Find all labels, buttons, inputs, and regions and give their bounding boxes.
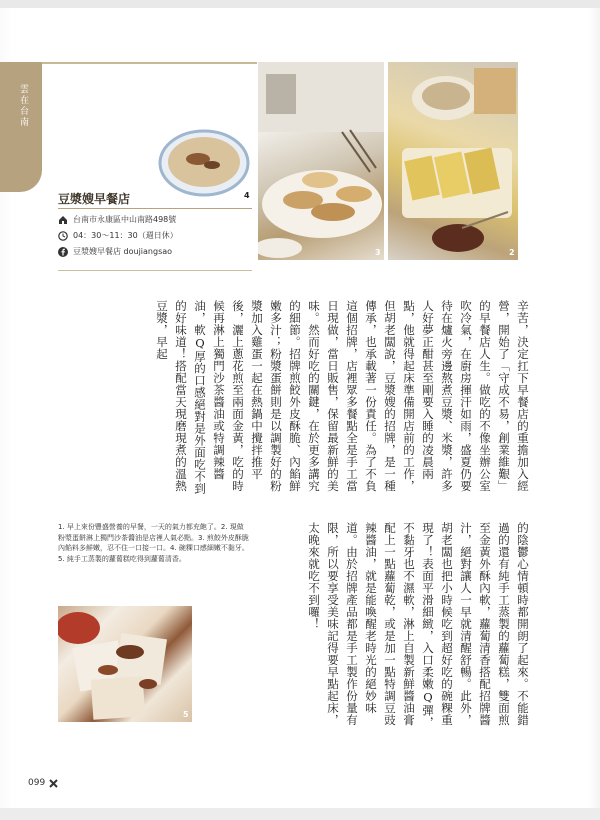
egg-pancake-illustration [388, 62, 518, 260]
article-body-bottom: 的陰鬱心情頓時都開朗了起來。不能錯過的還有純手工蒸製的蘿蔔糕，雙面煎至金黃外酥內軟，蘿蔔清香搭配招牌醬汁，絕對讓人一早就清醒舒暢。此外，胡老闆也把小時候吃到超好吃的碗粿重現了！表面平滑細緻，入口柔嫩Q彈，不黏牙也不濕軟，淋上自製新鮮醬油膏配上一點蘿蔔乾，或是加一點特調豆豉辣醬油，就是能喚醒老時光的絕妙味道。由於招牌產品都是手工製作份量有限，所以要享受美味記得要早點起床，太晚來就吃不到囉！ [307, 522, 530, 729]
shop-facebook: 豆漿嫂早餐店 doujiangsao [73, 247, 173, 256]
photo-turnip-cake [58, 606, 192, 722]
scan-bottom-band [0, 808, 600, 820]
turnip-cake-illustration [58, 606, 192, 722]
shop-hours: 04：30～11：30（週日休） [73, 231, 178, 240]
shop-address: 台南市永康區中山南路498號 [73, 215, 177, 224]
photo-dumplings [258, 62, 384, 260]
shop-name: 豆漿嫂早餐店 [58, 192, 131, 206]
shop-hours-row [58, 230, 178, 241]
scan-top-band [0, 0, 600, 8]
section-tab-label: 雲在台南 [18, 84, 28, 128]
photo-number-4: 4 [244, 191, 250, 200]
photo-number-5: 5 [183, 710, 189, 719]
photo-egg-pancake [388, 62, 518, 260]
shop-info-rule [58, 270, 252, 271]
photo-number-3: 3 [375, 248, 381, 257]
page-number-row [28, 778, 58, 788]
shop-name-rule [58, 208, 252, 209]
article-body-top: 辛苦，決定扛下早餐店的重擔加入經營，開始了「守成不易，創業維艱」的早餐店人生。做吃的不像坐辦公室吹冷氣，在廚房揮汗如雨，盛夏仍要待在爐火旁邊熬煮豆漿、米漿，許多人好夢正酣甚至剛要入睡的凌晨兩點，他就得起床準備開店前的工作，但胡老闆說，豆漿嫂的招牌，是一種傳承，也承載著一份責任。為了不負這個招牌，店裡眾多餐點全是手工當日現做，當日販售，保留最新鮮的美味。然而好吃的關鍵，在於更多講究的細節。招牌煎餃外皮酥脆、內餡鮮嫩多汁；粉漿蛋餅則是以調製好的粉漿加入雞蛋一起在熱鍋中攪拌推平後，灑上蔥花煎至兩面金黃，吃的時候再淋上獨門沙茶醬油或特調辣醬油，軟Q厚的口感絕對是外面吃不到的好味道！搭配當天現磨現煮的溫熱豆漿，早起 [155, 300, 530, 495]
dumplings-illustration [258, 62, 384, 260]
shop-facebook-row [58, 246, 172, 257]
page-number: 099 [28, 778, 46, 788]
photo-number-2: 2 [509, 248, 515, 257]
header-rule [42, 62, 257, 64]
facebook-icon [58, 247, 68, 257]
bowl-illustration [158, 127, 250, 199]
shop-address-row [58, 214, 176, 225]
page-ornament-icon [49, 779, 58, 788]
photo-soy-milk-bowl [158, 127, 250, 199]
photo-captions: 1. 早上來份豐盛營養的早餐，一天的氣力都充飽了。2. 現做粉漿蛋餅淋上獨門沙茶醬油是店裡人氣必點。3. 煎餃外皮酥脆內餡料多鮮嫩，忍不住一口接一口。4. 碗粿口感細嫩不黏牙。5. 純手工蒸製的蘿蔔糕吃得到蘿蔔清香。 [58, 523, 249, 563]
home-icon [58, 215, 68, 225]
clock-icon [58, 231, 68, 241]
